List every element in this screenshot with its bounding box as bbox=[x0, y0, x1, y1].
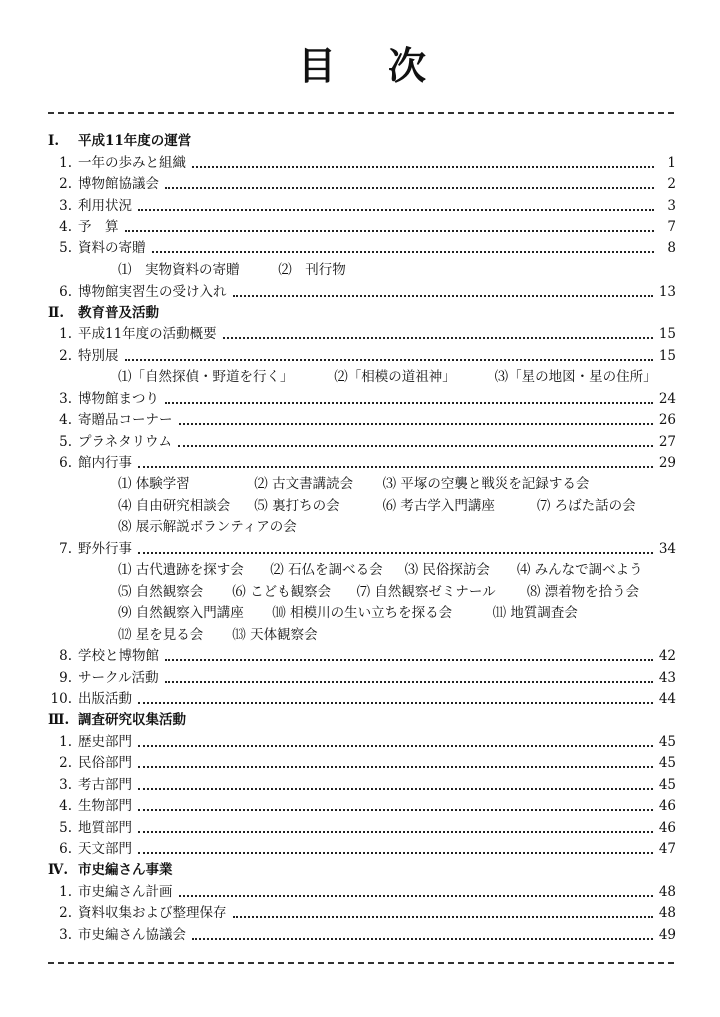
sub-items bbox=[118, 367, 657, 388]
toc-entry[interactable] bbox=[48, 818, 676, 839]
entry-page: 27 bbox=[658, 434, 676, 450]
toc-entry[interactable] bbox=[48, 346, 676, 367]
entry-page: 45 bbox=[658, 755, 676, 771]
entry-page: 7 bbox=[667, 219, 676, 235]
sub-item: ⑴ 実物資料の寄贈 bbox=[118, 262, 240, 278]
title-char-1: 目 bbox=[298, 43, 337, 88]
leader-dots bbox=[165, 401, 653, 404]
sub-item: ⑶ 民俗探訪会 bbox=[404, 562, 490, 578]
sub-items bbox=[118, 517, 297, 538]
entry-label: 出版活動 bbox=[78, 691, 132, 707]
entry-label: 学校と博物館 bbox=[78, 648, 159, 664]
sub-item: ⑵ 刊行物 bbox=[278, 262, 346, 278]
entry-label: 博物館協議会 bbox=[78, 176, 159, 192]
leader-dots bbox=[138, 765, 653, 768]
leader-dots bbox=[138, 851, 653, 854]
section-heading-1 bbox=[48, 131, 191, 152]
entry-page: 48 bbox=[658, 905, 676, 921]
entry-number: 1. bbox=[59, 734, 72, 750]
entry-number: 10. bbox=[50, 691, 72, 707]
entry-number: 1. bbox=[59, 326, 72, 342]
entry-number: 5. bbox=[59, 434, 72, 450]
entry-number: 2. bbox=[59, 755, 72, 771]
section-heading-2 bbox=[48, 303, 159, 324]
leader-dots bbox=[192, 165, 654, 168]
toc-entry[interactable] bbox=[48, 903, 676, 924]
entry-page: 45 bbox=[658, 734, 676, 750]
sub-item: ⑵ 石仏を調べる会 bbox=[270, 562, 383, 578]
bottom-divider bbox=[48, 962, 674, 964]
entry-number: 3. bbox=[59, 777, 72, 793]
entry-number: 1. bbox=[59, 884, 72, 900]
entry-number: 5. bbox=[59, 820, 72, 836]
sub-items bbox=[118, 260, 346, 281]
entry-number: 3. bbox=[59, 198, 72, 214]
leader-dots bbox=[223, 336, 653, 339]
sub-item: ⑻ 展示解説ボランティアの会 bbox=[118, 519, 297, 535]
section-numeral: Ⅲ. bbox=[48, 712, 70, 728]
entry-page: 34 bbox=[658, 541, 676, 557]
toc-entry[interactable] bbox=[48, 324, 676, 345]
entry-page: 44 bbox=[658, 691, 676, 707]
toc-entry[interactable] bbox=[48, 646, 676, 667]
sub-items bbox=[118, 603, 578, 624]
leader-dots bbox=[165, 680, 653, 683]
entry-number: 6. bbox=[59, 284, 72, 300]
entry-label: 館内行事 bbox=[78, 455, 132, 471]
entry-number: 6. bbox=[59, 455, 72, 471]
entry-label: 博物館実習生の受け入れ bbox=[78, 284, 227, 300]
section-numeral: Ⅱ. bbox=[48, 305, 65, 321]
entry-page: 45 bbox=[658, 777, 676, 793]
section-heading-3 bbox=[48, 710, 186, 731]
page-title bbox=[0, 44, 720, 88]
entry-label: 民俗部門 bbox=[78, 755, 132, 771]
leader-dots bbox=[138, 701, 653, 704]
entry-page: 15 bbox=[658, 348, 676, 364]
toc-entry[interactable] bbox=[48, 238, 676, 259]
section-label: 市史編さん事業 bbox=[78, 862, 173, 878]
entry-page: 47 bbox=[658, 841, 676, 857]
entry-page: 1 bbox=[667, 155, 676, 171]
entry-number: 5. bbox=[59, 240, 72, 256]
sub-item: ⑴ 体験学習 bbox=[118, 476, 190, 492]
toc-entry[interactable] bbox=[48, 668, 676, 689]
entry-page: 13 bbox=[658, 284, 676, 300]
entry-page: 43 bbox=[658, 670, 676, 686]
toc-entry[interactable] bbox=[48, 732, 676, 753]
leader-dots bbox=[138, 208, 654, 211]
entry-page: 3 bbox=[667, 198, 676, 214]
section-numeral: Ⅳ. bbox=[48, 862, 69, 878]
leader-dots bbox=[138, 830, 653, 833]
entry-page: 42 bbox=[658, 648, 676, 664]
toc-entry[interactable] bbox=[48, 196, 676, 217]
toc-entry[interactable] bbox=[48, 282, 676, 303]
entry-number: 1. bbox=[59, 155, 72, 171]
entry-label: 野外行事 bbox=[78, 541, 132, 557]
entry-label: プラネタリウム bbox=[78, 434, 172, 450]
entry-label: 特別展 bbox=[78, 348, 119, 364]
sub-item: ⑹ 考古学入門講座 bbox=[382, 498, 495, 514]
leader-dots bbox=[233, 915, 653, 918]
leader-dots bbox=[179, 422, 653, 425]
sub-item: ⑵「相模の道祖神」 bbox=[334, 369, 456, 385]
sub-item: ⑴「自然探偵・野道を行く」 bbox=[118, 369, 294, 385]
leader-dots bbox=[138, 465, 653, 468]
entry-label: 博物館まつり bbox=[78, 391, 159, 407]
toc-entry[interactable] bbox=[48, 432, 676, 453]
entry-number: 3. bbox=[59, 927, 72, 943]
sub-items bbox=[118, 582, 639, 603]
sub-item: ⑼ 自然観察入門講座 bbox=[118, 605, 244, 621]
entry-page: 46 bbox=[658, 798, 676, 814]
entry-label: 天文部門 bbox=[78, 841, 132, 857]
entry-number: 2. bbox=[59, 905, 72, 921]
title-char-2: 次 bbox=[388, 43, 427, 88]
toc-entry[interactable] bbox=[48, 925, 676, 946]
entry-label: 考古部門 bbox=[78, 777, 132, 793]
leader-dots bbox=[233, 294, 653, 297]
toc-entry[interactable] bbox=[48, 539, 676, 560]
leader-dots bbox=[165, 186, 654, 189]
entry-label: 地質部門 bbox=[78, 820, 132, 836]
entry-label: 歴史部門 bbox=[78, 734, 132, 750]
sub-item: ⑶ 平塚の空襲と戦災を記録する会 bbox=[382, 476, 590, 492]
sub-item: ⑶「星の地図・星の住所」 bbox=[494, 369, 657, 385]
entry-label: サークル活動 bbox=[78, 670, 159, 686]
sub-item: ⑻ 漂着物を拾う会 bbox=[526, 584, 640, 600]
entry-number: 2. bbox=[59, 348, 72, 364]
entry-label: 資料収集および整理保存 bbox=[78, 905, 227, 921]
toc-entry[interactable] bbox=[48, 153, 676, 174]
entry-number: 6. bbox=[59, 841, 72, 857]
leader-dots bbox=[125, 229, 655, 232]
section-label: 平成11年度の運営 bbox=[78, 133, 192, 149]
toc-entry[interactable] bbox=[48, 453, 676, 474]
leader-dots bbox=[138, 808, 653, 811]
sub-item: ⑸ 自然観察会 bbox=[118, 584, 204, 600]
entry-label: 利用状況 bbox=[78, 198, 132, 214]
entry-page: 29 bbox=[658, 455, 676, 471]
leader-dots bbox=[165, 658, 653, 661]
toc-entry[interactable] bbox=[48, 689, 676, 710]
entry-page: 46 bbox=[658, 820, 676, 836]
toc-entry[interactable] bbox=[48, 775, 676, 796]
sub-item: ⑷ 自由研究相談会 bbox=[118, 498, 231, 514]
toc-entry[interactable] bbox=[48, 217, 676, 238]
sub-item: ⑹ こども観察会 bbox=[232, 584, 332, 600]
sub-item: ⑿ 星を見る会 bbox=[118, 627, 204, 643]
toc-entry[interactable] bbox=[48, 753, 676, 774]
leader-dots bbox=[178, 444, 653, 447]
sub-items bbox=[118, 496, 636, 517]
sub-items bbox=[118, 474, 589, 495]
leader-dots bbox=[138, 787, 653, 790]
entry-number: 4. bbox=[59, 798, 72, 814]
entry-number: 4. bbox=[59, 219, 72, 235]
toc-entry[interactable] bbox=[48, 796, 676, 817]
entry-number: 4. bbox=[59, 412, 72, 428]
sub-item: ⑷ みんなで調べよう bbox=[516, 562, 643, 578]
leader-dots bbox=[179, 894, 653, 897]
top-divider bbox=[48, 112, 674, 114]
entry-number: 2. bbox=[59, 176, 72, 192]
entry-page: 8 bbox=[667, 240, 676, 256]
entry-label: 市史編さん協議会 bbox=[78, 927, 186, 943]
leader-dots bbox=[138, 551, 653, 554]
entry-page: 24 bbox=[658, 391, 676, 407]
toc-entry[interactable] bbox=[48, 839, 676, 860]
entry-page: 26 bbox=[658, 412, 676, 428]
toc-entry[interactable] bbox=[48, 174, 676, 195]
entry-number: 7. bbox=[59, 541, 72, 557]
section-label: 教育普及活動 bbox=[78, 305, 159, 321]
entry-label: 市史編さん計画 bbox=[78, 884, 173, 900]
entry-page: 15 bbox=[658, 326, 676, 342]
entry-page: 2 bbox=[667, 176, 676, 192]
sub-item: ⑺ ろばた話の会 bbox=[536, 498, 636, 514]
sub-items bbox=[118, 625, 318, 646]
sub-item: ⒀ 天体観察会 bbox=[232, 627, 318, 643]
leader-dots bbox=[125, 358, 653, 361]
entry-label: 資料の寄贈 bbox=[78, 240, 146, 256]
section-heading-4 bbox=[48, 860, 173, 881]
entry-label: 寄贈品コーナー bbox=[78, 412, 173, 428]
entry-number: 8. bbox=[59, 648, 72, 664]
entry-label: 生物部門 bbox=[78, 798, 132, 814]
sub-item: ⑸ 裏打ちの会 bbox=[254, 498, 340, 514]
entry-label: 予 算 bbox=[78, 219, 119, 235]
toc-entry[interactable] bbox=[48, 882, 676, 903]
entry-label: 一年の歩みと組織 bbox=[78, 155, 186, 171]
sub-item: ⑺ 自然観察ゼミナール bbox=[356, 584, 496, 600]
entry-page: 48 bbox=[658, 884, 676, 900]
sub-item: ⑽ 相模川の生い立ちを探る会 bbox=[272, 605, 453, 621]
entry-label: 平成11年度の活動概要 bbox=[78, 326, 217, 342]
sub-item: ⑵ 古文書講読会 bbox=[254, 476, 354, 492]
entry-number: 3. bbox=[59, 391, 72, 407]
entry-page: 49 bbox=[658, 927, 676, 943]
leader-dots bbox=[192, 937, 653, 940]
section-numeral: Ⅰ. bbox=[48, 133, 60, 149]
entry-number: 9. bbox=[59, 670, 72, 686]
section-label: 調査研究収集活動 bbox=[78, 712, 186, 728]
leader-dots bbox=[138, 744, 653, 747]
sub-item: ⑾ 地質調査会 bbox=[492, 605, 578, 621]
toc-entry[interactable] bbox=[48, 389, 676, 410]
toc-entry[interactable] bbox=[48, 410, 676, 431]
leader-dots bbox=[152, 250, 655, 253]
sub-item: ⑴ 古代遺跡を探す会 bbox=[118, 562, 244, 578]
sub-items bbox=[118, 560, 643, 581]
